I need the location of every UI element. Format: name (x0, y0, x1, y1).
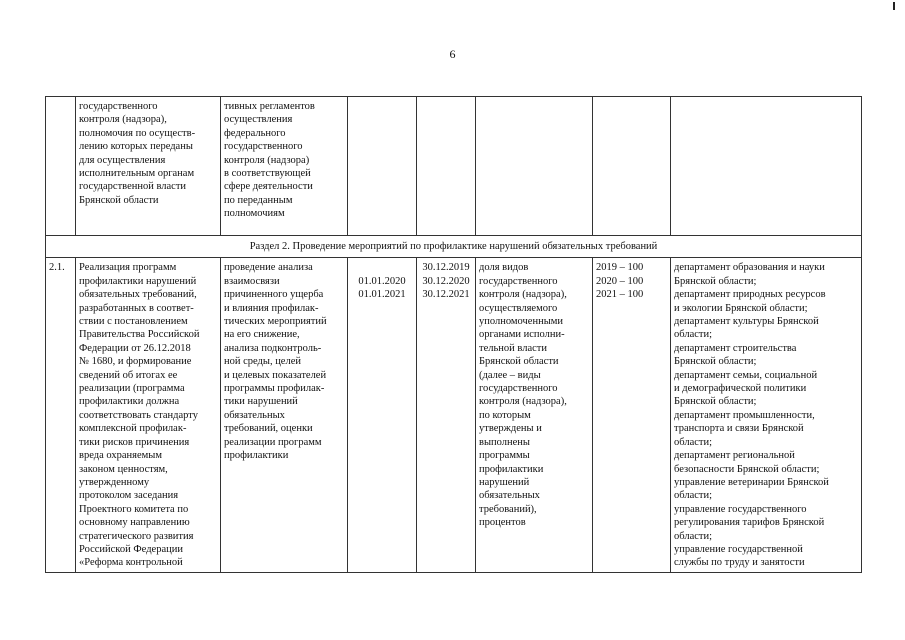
cell-number (46, 97, 76, 236)
cell-date-end: 30.12.2019 30.12.2020 30.12.2021 (417, 258, 476, 572)
scan-mark (893, 2, 895, 10)
cell-executors: департамент образования и науки Брянской области; департамент природных ресурсов и экологии Брянской области; департамент культуры Брянской области; департамент строительства Брянской области; департамент семьи, социальной и демографической политики Брянской области; департамент промышленности, транспорта и связи Брянской области; департамент региональной безопасности Брянской области; управление ветеринарии Брянской области; управление государственного регулирования тарифов Брянской области; управление государственной службы по труду и занятости (671, 258, 862, 572)
cell-target-indicator (476, 97, 593, 236)
cell-indicator: тивных регламентов осуществления федерального государственного контроля (надзора) в соответствующей сфере деятельности по переданным полномочиям (221, 97, 348, 236)
table-row (46, 258, 862, 572)
cell-indicator: проведение анализа взаимосвязи причиненного ущерба и влияния профилак- тических мероприятий на его снижение, анализа подконтроль- ной среды, целей и целевых показателей программы профилак- тики нарушений обязательных требований, оценки реализации программ профилактики (221, 258, 348, 572)
cell-date-end (417, 97, 476, 236)
cell-date-start (348, 97, 417, 236)
cell-executors (671, 97, 862, 236)
page-number: 6 (449, 47, 456, 61)
cell-values: 2019 – 100 2020 – 100 2021 – 100 (593, 258, 671, 572)
cell-measure-name: государственного контроля (надзора), полномочия по осуществ- лению которых переданы для осуществления исполнительным органам государственной власти Брянской области (76, 97, 221, 236)
cell-values (593, 97, 671, 236)
cell-measure-name: Реализация программ профилактики нарушений обязательных требований, разработанных в соответ- ствии с постановлением Правительства Российской Федерации от 26.12.2018 № 1680, и формирование сведений об итогах ее реализации (программа профилактики должна соответствовать стандарту комплексной профилак- тики рисков причинения вреда охраняемым законом ценностям, утвержденному протоколом заседания Проектного комитета по основному направлению стратегического развития Российской Федерации «Реформа контрольной (76, 258, 221, 572)
cell-number: 2.1. (46, 258, 76, 572)
measures-table (45, 96, 862, 573)
table-row (46, 97, 862, 236)
section-title: Раздел 2. Проведение мероприятий по профилактике нарушений обязательных требований (46, 236, 862, 258)
cell-date-start: 01.01.2020 01.01.2021 (348, 258, 417, 572)
section-row (46, 236, 862, 258)
cell-target-indicator: доля видов государственного контроля (надзора), осуществляемого уполномоченными органами исполни- тельной власти Брянской области (далее – виды государственного контроля (надзора), по которым утверждены и выполнены программы профилактики нарушений обязательных требований), процентов (476, 258, 593, 572)
